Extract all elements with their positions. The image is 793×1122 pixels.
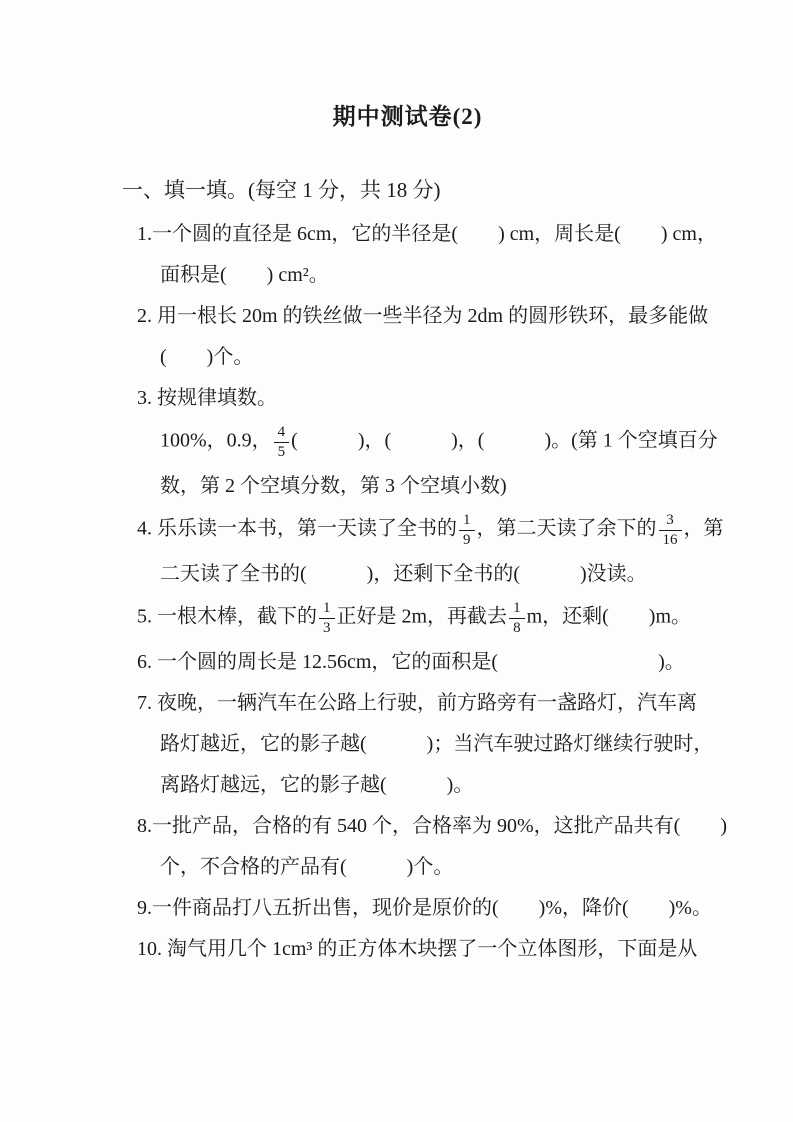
question-text: 2. 用一根长 20m 的铁丝做一些半径为 2dm 的圆形铁环，最多能做 [137,305,709,327]
question-text: 正好是 2m，再截去 [336,605,508,628]
question-text: 10. 淘气用几个 1cm³ 的正方体木块摆了一个立体图形，下面是从 [137,938,698,960]
question-9 [122,893,712,923]
question-text: ，第 [683,517,724,540]
question-line [137,811,727,841]
question-text: 7. 夜晚，一辆汽车在公路上行驶，前方路旁有一盏路灯，汽车离 [137,692,697,714]
question-text: 6. 一个圆的周长是 12.56cm，它的面积是( )。 [137,651,685,673]
question-line [137,219,717,249]
question-line [137,383,693,413]
question-text: m，还剩( )m。 [526,605,691,628]
page-title: 期中测试卷(2) [332,104,483,129]
question-text: ( )，( )，( )。(第 1 个空填百分 [291,429,718,452]
question-text: 8.一批产品，合格的有 540 个，合格率为 90%，这批产品共有( ) [137,815,727,837]
question-line [137,893,712,923]
fraction [319,600,335,636]
fraction [274,424,290,460]
question-10 [122,934,698,964]
question-text: 100%，0.9， [160,429,272,452]
fraction-numerator: 1 [459,512,475,531]
question-line [160,260,693,290]
question-text: 离路灯越远，它的影子越( )。 [160,774,474,796]
question-text: 数，第 2 个空填分数，第 3 个空填小数) [160,475,507,497]
question-8 [122,811,727,882]
fraction-numerator: 4 [274,424,290,443]
fraction-denominator: 9 [463,531,471,548]
question-1 [122,219,717,290]
question-line [160,342,693,372]
question-text: 4. 乐乐读一本书，第一天读了全书的 [137,517,457,540]
fraction-denominator: 16 [662,531,678,548]
question-text: ( )个。 [160,346,254,368]
fraction-numerator: 3 [659,512,682,531]
fraction [509,600,525,636]
fraction [659,512,682,548]
question-line [137,512,724,548]
fraction-numerator: 1 [319,600,335,619]
question-line [137,688,697,718]
question-3 [122,383,718,501]
question-text: 路灯越近，它的影子越( )；当汽车驶过路灯继续行驶时， [160,733,714,755]
fraction-denominator: 3 [323,619,331,636]
fraction-denominator: 5 [277,443,286,460]
section-heading: 一、填一填。(每空 1 分，共 18 分) [122,178,441,202]
question-list [122,219,727,964]
question-line [160,770,693,800]
question-text: ，第二天读了余下的 [476,517,657,540]
question-line [137,301,709,331]
question-text: 1.一个圆的直径是 6cm，它的半径是( ) cm，周长是( ) cm， [137,223,717,245]
question-line [160,424,718,460]
question-6 [122,647,693,677]
question-4 [122,512,724,589]
question-line [137,647,693,677]
question-line [160,729,714,759]
question-line [137,934,698,964]
question-text: 面积是( ) cm²。 [160,264,329,286]
fraction-denominator: 8 [513,619,521,636]
fraction-numerator: 1 [509,600,525,619]
question-line [160,559,693,589]
question-line [137,600,693,636]
question-line [160,852,693,882]
question-text: 9.一件商品打八五折出售，现价是原价的( )%，降价( )%。 [137,897,712,919]
question-text: 二天读了全书的( )，还剩下全书的( )没读。 [160,563,647,585]
question-text: 3. 按规律填数。 [137,387,277,409]
question-7 [122,688,714,800]
question-5 [122,600,693,636]
question-line [160,471,693,501]
question-text: 5. 一根木棒，截下的 [137,605,317,628]
question-text: 个，不合格的产品有( )个。 [160,856,454,878]
fraction [459,512,475,548]
question-2 [122,301,709,372]
